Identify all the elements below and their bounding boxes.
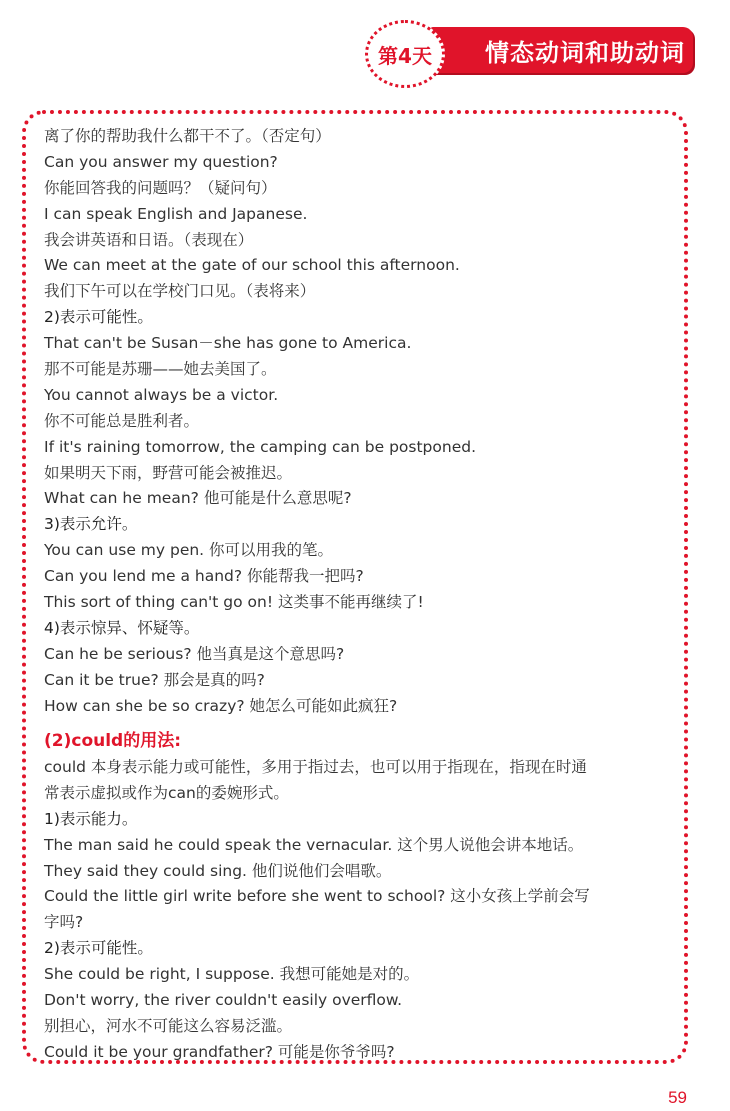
text-line: Can he be serious? 他当真是这个意思吗?	[44, 644, 345, 663]
text-line: could 本身表示能力或可能性，多用于指过去，也可以用于指现在，指现在时通	[44, 758, 587, 776]
text-line: That can't be Susan－she has gone to America.	[44, 334, 412, 353]
text-line: We can meet at the gate of our school this afternoon.	[44, 256, 460, 275]
section-title: (2)could的用法:	[44, 731, 182, 751]
page-number: 59	[668, 1088, 687, 1107]
text-line: Can you lend me a hand? 你能帮我一把吗?	[44, 567, 364, 586]
subheading: 4)表示惊异、怀疑等。	[44, 618, 200, 637]
text-line: 那不可能是苏珊——她去美国了。	[44, 360, 277, 379]
text-line: 我们下午可以在学校门口见。（表将来）	[44, 282, 316, 301]
text-line: 字吗?	[44, 913, 84, 932]
text-line: 如果明天下雨，野营可能会被推迟。	[44, 463, 293, 482]
text-line: Could the little girl write before she went to school? 这小女孩上学前会写	[44, 887, 590, 906]
day-badge	[365, 20, 445, 88]
text-line: I can speak English and Japanese.	[44, 204, 308, 223]
text-line: She could be right, I suppose. 我想可能她是对的。	[44, 965, 420, 984]
text-block-2	[44, 755, 684, 1066]
text-line: 常表示虚拟或作为can的委婉形式。	[44, 783, 289, 802]
text-block-1	[44, 124, 684, 719]
text-line: If it's raining tomorrow, the camping can be postponed.	[44, 437, 477, 456]
chapter-title: 情态动词和助动词	[485, 38, 685, 67]
text-line: This sort of thing can't go on! 这类事不能再继续了!	[44, 593, 424, 612]
subheading: 2)表示可能性。	[44, 308, 153, 327]
text-line: How can she be so crazy? 她怎么可能如此疯狂?	[44, 696, 398, 715]
text-line: You cannot always be a victor.	[44, 385, 279, 404]
text-line: Don't worry, the river couldn't easily overflow.	[44, 991, 403, 1010]
chapter-banner	[430, 27, 693, 73]
text-line: 你能回答我的问题吗？（疑问句）	[44, 178, 277, 197]
text-line: 离了你的帮助我什么都干不了。（否定句）	[44, 127, 331, 145]
text-line: Could it be your grandfather? 可能是你爷爷吗?	[44, 1042, 395, 1061]
subheading: 3)表示允许。	[44, 515, 138, 534]
text-line: 你不可能总是胜利者。	[44, 411, 200, 430]
text-line: 别担心，河水不可能这么容易泛滥。	[44, 1016, 293, 1035]
text-line: 我会讲英语和日语。（表现在）	[44, 230, 254, 249]
text-line: Can you answer my question?	[44, 152, 278, 171]
text-line: They said they could sing. 他们说他们会唱歌。	[44, 861, 392, 880]
text-line: What can he mean? 他可能是什么意思呢?	[44, 489, 352, 508]
day-label: 第4天	[378, 43, 432, 68]
content-box	[22, 110, 688, 1064]
text-line: You can use my pen. 你可以用我的笔。	[44, 541, 334, 560]
subheading: 1)表示能力。	[44, 809, 138, 828]
subheading: 2)表示可能性。	[44, 939, 153, 958]
text-line: Can it be true? 那会是真的吗?	[44, 670, 265, 689]
page-header	[0, 0, 730, 100]
text-line: The man said he could speak the vernacular. 这个男人说他会讲本地话。	[44, 835, 584, 854]
